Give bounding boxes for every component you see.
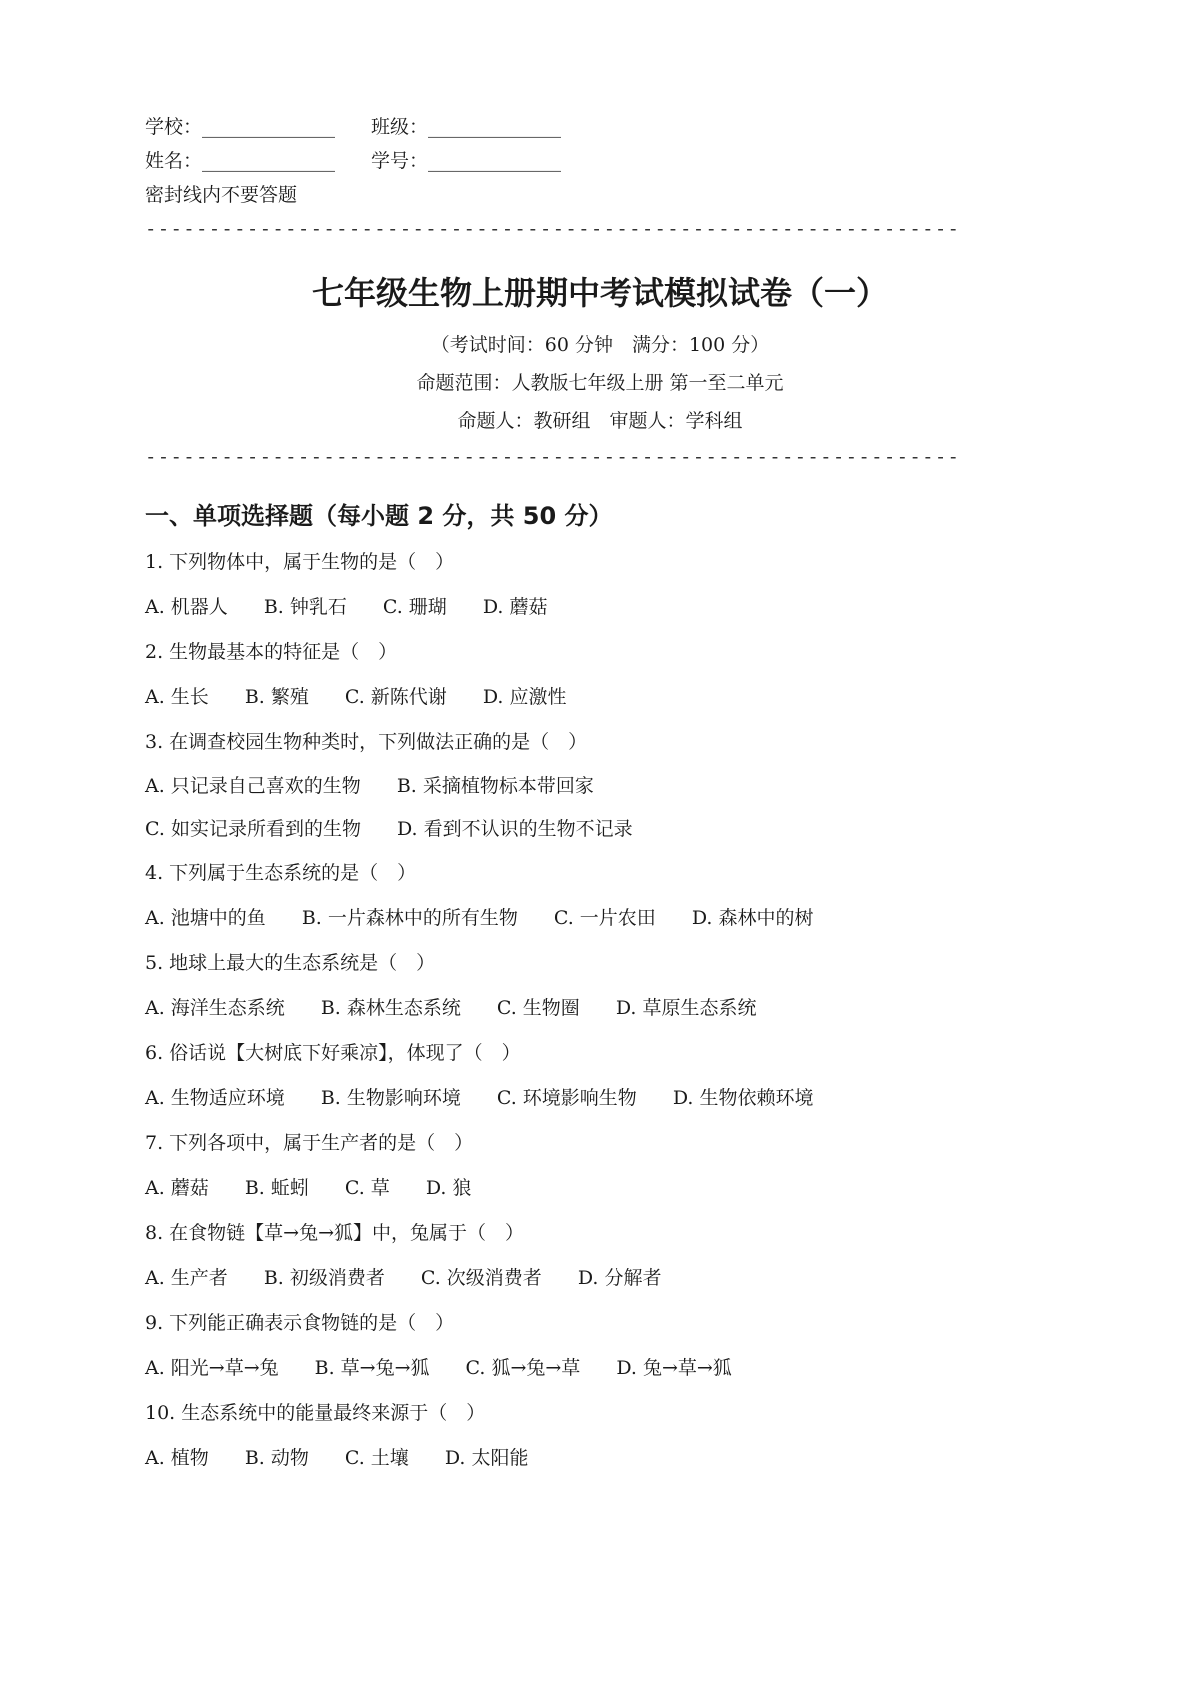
option-q2-a[interactable]: A. 生长 <box>145 686 209 708</box>
option-q5-c[interactable]: C. 生物圈 <box>496 997 580 1019</box>
option-q2-b[interactable]: B. 繁殖 <box>244 686 309 708</box>
exam-scope: 命题范围：人教版七年级上册 第一至二单元 <box>416 372 784 394</box>
question-9: 9. 下列能正确表示食物链的是（ ） <box>145 1312 455 1334</box>
exam-time-score: （考试时间：60 分钟 满分：100 分） <box>430 334 770 356</box>
options-q9 <box>145 1346 1055 1391</box>
question-10: 10. 生态系统中的能量最终来源于（ ） <box>145 1402 486 1424</box>
seal-line-note: 密封线内不要答题 <box>145 184 298 206</box>
option-q3-a[interactable]: A. 只记录自己喜欢的生物 <box>145 775 361 797</box>
options-q2 <box>145 675 1055 720</box>
student-info-row-1 <box>145 110 1055 144</box>
option-q5-a[interactable]: A. 海洋生态系统 <box>145 997 285 1019</box>
option-q4-d[interactable]: D. 森林中的树 <box>691 907 814 929</box>
exam-authors: 命题人：教研组 审题人：学科组 <box>457 410 743 432</box>
school-field[interactable]: 学校：______________ <box>145 116 336 138</box>
exam-page <box>145 110 1055 1481</box>
option-q6-a[interactable]: A. 生物适应环境 <box>145 1087 285 1109</box>
question-3: 3. 在调查校园生物种类时，下列做法正确的是（ ） <box>145 731 588 753</box>
option-q7-b[interactable]: B. 蚯蚓 <box>244 1177 309 1199</box>
question-8: 8. 在食物链【草→兔→狐】中，兔属于（ ） <box>145 1222 525 1244</box>
option-q9-a[interactable]: A. 阳光→草→兔 <box>145 1357 279 1379</box>
option-q8-b[interactable]: B. 初级消费者 <box>263 1267 385 1289</box>
options-q4 <box>145 896 1055 941</box>
option-q1-b[interactable]: B. 钟乳石 <box>263 596 347 618</box>
option-q9-d[interactable]: D. 兔→草→狐 <box>616 1357 732 1379</box>
option-q6-c[interactable]: C. 环境影响生物 <box>496 1087 637 1109</box>
class-field[interactable]: 班级：______________ <box>371 116 562 138</box>
options-q1 <box>145 585 1055 630</box>
option-q3-b[interactable]: B. 采摘植物标本带回家 <box>396 775 594 797</box>
question-6: 6. 俗话说【大树底下好乘凉】，体现了（ ） <box>145 1042 521 1064</box>
option-q1-d[interactable]: D. 蘑菇 <box>482 596 548 618</box>
name-field[interactable]: 姓名：______________ <box>145 150 336 172</box>
options-q6 <box>145 1076 1055 1121</box>
option-q2-c[interactable]: C. 新陈代谢 <box>344 686 447 708</box>
option-q10-b[interactable]: B. 动物 <box>244 1447 309 1469</box>
option-q5-b[interactable]: B. 森林生态系统 <box>320 997 461 1019</box>
option-q10-c[interactable]: C. 土壤 <box>344 1447 409 1469</box>
option-q10-d[interactable]: D. 太阳能 <box>444 1447 529 1469</box>
option-q10-a[interactable]: A. 植物 <box>145 1447 209 1469</box>
options-q3-row-2 <box>145 808 1055 851</box>
student-info-row-2 <box>145 144 1055 178</box>
options-q8 <box>145 1256 1055 1301</box>
option-q6-b[interactable]: B. 生物影响环境 <box>320 1087 461 1109</box>
option-q3-d[interactable]: D. 看到不认识的生物不记录 <box>396 818 633 840</box>
option-q1-c[interactable]: C. 珊瑚 <box>382 596 447 618</box>
option-q4-c[interactable]: C. 一片农田 <box>553 907 656 929</box>
seal-dash-line-top: ---------------------------------------------------------------- <box>145 218 961 240</box>
option-q5-d[interactable]: D. 草原生态系统 <box>615 997 757 1019</box>
question-2: 2. 生物最基本的特征是（ ） <box>145 641 398 663</box>
option-q9-c[interactable]: C. 狐→兔→草 <box>465 1357 581 1379</box>
option-q8-c[interactable]: C. 次级消费者 <box>420 1267 542 1289</box>
options-q3-row-1 <box>145 765 1055 808</box>
option-q1-a[interactable]: A. 机器人 <box>145 596 228 618</box>
option-q7-c[interactable]: C. 草 <box>344 1177 390 1199</box>
option-q2-d[interactable]: D. 应激性 <box>482 686 567 708</box>
question-4: 4. 下列属于生态系统的是（ ） <box>145 862 417 884</box>
question-1: 1. 下列物体中，属于生物的是（ ） <box>145 551 455 573</box>
seal-dash-line-bottom: ---------------------------------------------------------------- <box>145 446 961 468</box>
option-q7-d[interactable]: D. 狼 <box>425 1177 472 1199</box>
student-number-field[interactable]: 学号：______________ <box>371 150 562 172</box>
option-q7-a[interactable]: A. 蘑菇 <box>145 1177 209 1199</box>
page-title: 七年级生物上册期中考试模拟试卷（一） <box>311 274 888 312</box>
option-q4-a[interactable]: A. 池塘中的鱼 <box>145 907 266 929</box>
options-q7 <box>145 1166 1055 1211</box>
option-q6-d[interactable]: D. 生物依赖环境 <box>672 1087 814 1109</box>
option-q3-c[interactable]: C. 如实记录所看到的生物 <box>145 818 361 840</box>
option-q9-b[interactable]: B. 草→兔→狐 <box>314 1357 430 1379</box>
option-q8-d[interactable]: D. 分解者 <box>577 1267 662 1289</box>
question-5: 5. 地球上最大的生态系统是（ ） <box>145 952 436 974</box>
option-q8-a[interactable]: A. 生产者 <box>145 1267 228 1289</box>
option-q4-b[interactable]: B. 一片森林中的所有生物 <box>301 907 518 929</box>
question-7: 7. 下列各项中，属于生产者的是（ ） <box>145 1132 474 1154</box>
options-q5 <box>145 986 1055 1031</box>
section-title-multiple-choice: 一、单项选择题（每小题 2 分，共 50 分） <box>145 502 613 530</box>
options-q10 <box>145 1436 1055 1481</box>
